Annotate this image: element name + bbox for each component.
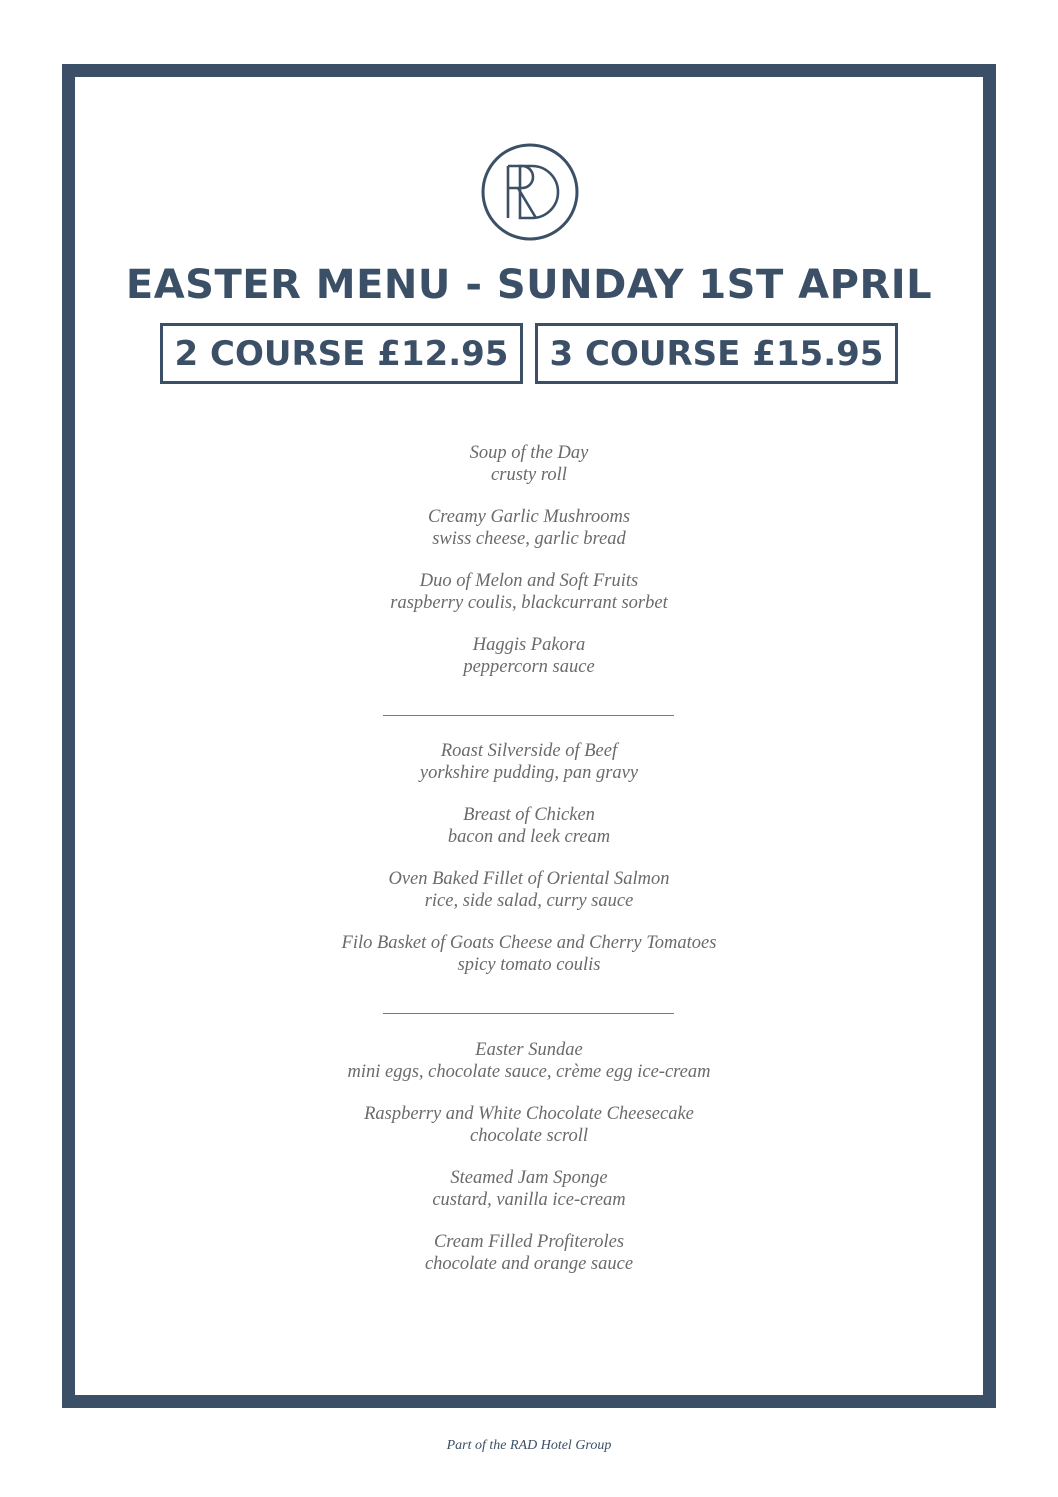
dish-description: yorkshire pudding, pan gravy — [419, 763, 639, 783]
dish-name: Raspberry and White Chocolate Cheesecake — [364, 1104, 694, 1124]
menu-title: EASTER MENU - SUNDAY 1ST APRIL — [125, 262, 933, 308]
menu-item — [0, 1231, 1058, 1275]
starters-section — [0, 442, 1058, 698]
dish-name: Steamed Jam Sponge — [450, 1168, 608, 1188]
menu-item — [0, 740, 1058, 784]
menu-item — [0, 868, 1058, 912]
dish-description: bacon and leek cream — [447, 827, 611, 847]
dish-description: rice, side salad, curry sauce — [424, 891, 634, 911]
dish-description: mini eggs, chocolate sauce, crème egg ice-cream — [347, 1062, 711, 1082]
dish-name: Duo of Melon and Soft Fruits — [419, 571, 639, 591]
two-course-price: 2 COURSE £12.95 — [174, 333, 509, 374]
course-divider — [383, 1013, 674, 1014]
menu-item — [0, 1167, 1058, 1211]
group-footer: Part of the RAD Hotel Group — [446, 1438, 612, 1453]
dish-description: custard, vanilla ice-cream — [432, 1190, 626, 1210]
three-course-price: 3 COURSE £15.95 — [549, 333, 884, 374]
menu-item — [0, 570, 1058, 614]
menu-item — [0, 442, 1058, 486]
rd-monogram-logo — [480, 142, 580, 242]
dish-name: Cream Filled Profiteroles — [433, 1232, 625, 1252]
dish-description: chocolate and orange sauce — [424, 1254, 634, 1274]
menu-item — [0, 1039, 1058, 1083]
dish-name: Breast of Chicken — [463, 805, 595, 825]
dish-name: Soup of the Day — [469, 443, 589, 463]
dish-description: chocolate scroll — [470, 1126, 588, 1146]
dish-name: Creamy Garlic Mushrooms — [427, 507, 631, 527]
menu-item — [0, 804, 1058, 848]
three-course-price-box — [535, 323, 898, 384]
desserts-section — [0, 1039, 1058, 1295]
dish-description: peppercorn sauce — [463, 657, 595, 677]
dish-description: raspberry coulis, blackcurrant sorbet — [390, 593, 668, 613]
dish-description: swiss cheese, garlic bread — [432, 529, 626, 549]
menu-item — [0, 634, 1058, 678]
dish-name: Easter Sundae — [475, 1040, 583, 1060]
course-divider — [383, 715, 674, 716]
mains-section — [0, 740, 1058, 996]
menu-item — [0, 506, 1058, 550]
dish-description: crusty roll — [491, 465, 567, 485]
menu-item — [0, 1103, 1058, 1147]
dish-name: Oven Baked Fillet of Oriental Salmon — [388, 869, 670, 889]
menu-item — [0, 932, 1058, 976]
dish-description: spicy tomato coulis — [457, 955, 601, 975]
dish-name: Filo Basket of Goats Cheese and Cherry Tomatoes — [341, 933, 717, 953]
two-course-price-box — [160, 323, 523, 384]
dish-name: Roast Silverside of Beef — [440, 741, 618, 761]
dish-name: Haggis Pakora — [472, 635, 586, 655]
